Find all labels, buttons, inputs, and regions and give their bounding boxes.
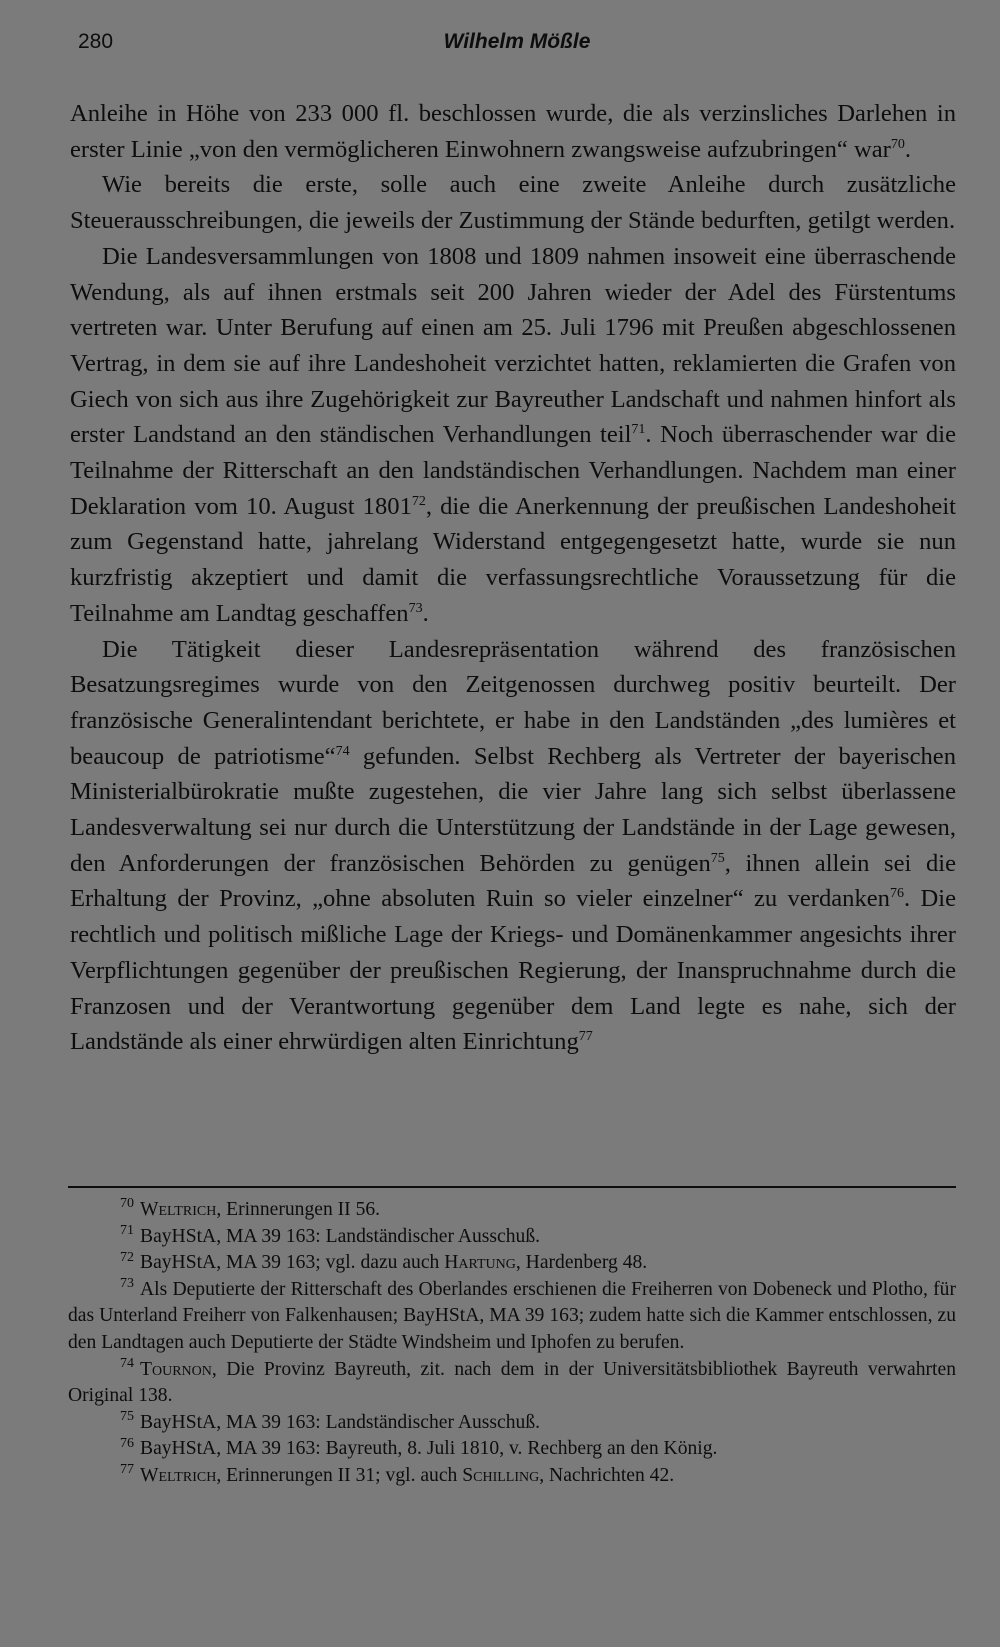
- author-name: Weltrich: [140, 1199, 217, 1220]
- paragraph-3: [70, 239, 956, 632]
- footnotes: [68, 1197, 956, 1490]
- footnote-77: [68, 1463, 956, 1490]
- paragraph-text: , ihnen allein sei die Erhaltung der Provinz, „ohne absoluten Ruin so vieler einzelner“ zu verdanken: [70, 849, 956, 913]
- footnote-text: , Hardenberg 48.: [515, 1252, 648, 1274]
- footnote-text: BayHStA, MA 39 163: Bayreuth, 8. Juli 1810, v. Rechberg an den König.: [140, 1438, 718, 1460]
- footnote-71: [68, 1224, 956, 1251]
- footnote-70: [68, 1197, 956, 1224]
- running-head: Wilhelm Mößle: [443, 30, 591, 53]
- paragraph-text: gefunden. Selbst Rechberg als Vertreter der bayerischen Ministerialbürokratie mußte zugestehen, die vier Jahre lang sich selbst überlassene Landesverwaltung sei nur durch die Unterstützung der Landstände in der Lage gewesen, den Anforderungen der französischen Behörden zu genügen: [70, 742, 956, 877]
- footnote-text: BayHStA, MA 39 163; vgl. dazu auch: [140, 1252, 445, 1274]
- page-header: [78, 30, 956, 64]
- footnote-73: [68, 1277, 956, 1357]
- footnote-ref-74[interactable]: 74: [335, 743, 350, 759]
- footnote-number: 75: [120, 1409, 134, 1425]
- paragraph-4: [70, 632, 956, 1060]
- paragraph-text: , die die Anerkennung der preußischen Landeshoheit zum Gegenstand hatte, jahrelang Widerstand entgegengesetzt hatte, wurde sie nun kurzfristig akzeptiert und damit die verfassungsrechtliche Voraussetzung für die Teilnahme am Landtag geschaffen: [70, 492, 956, 627]
- footnote-number: 76: [120, 1435, 134, 1451]
- footnote-ref-70[interactable]: 70: [890, 136, 905, 152]
- paragraph-text: Die Tätigkeit dieser Landesrepräsentation während des französischen Besatzungsregimes wurde von den Zeitgenossen durchweg positiv beurteilt. Der französische Generalintendant berichtete, er habe in den Landständen „des lumières et beaucoup de patriotisme“: [70, 635, 956, 770]
- footnote-text: , Erinnerungen II 31; vgl. auch: [216, 1464, 463, 1486]
- author-name: Schilling: [462, 1464, 540, 1486]
- main-text: [70, 96, 956, 1060]
- footnote-number: 71: [120, 1223, 134, 1239]
- footnote-ref-76[interactable]: 76: [889, 886, 904, 902]
- paragraph-text: .: [422, 599, 429, 627]
- footnote-72: [68, 1250, 956, 1277]
- footnote-text: , Die Provinz Bayreuth, zit. nach dem in der Universitätsbibliothek Bayreuth verwahrten Original 138.: [68, 1358, 956, 1407]
- author-name: Hartung: [444, 1252, 516, 1274]
- paragraph-text: .: [904, 135, 911, 163]
- author-name: Weltrich: [140, 1464, 217, 1486]
- footnote-number: 72: [120, 1249, 134, 1265]
- paragraph-text: . Noch überraschender war die Teilnahme der Ritterschaft an den landständischen Verhandlungen. Nachdem man einer Deklaration vom 10. August 1801: [70, 421, 956, 520]
- footnote-76: [68, 1436, 956, 1463]
- footnote-text: , Nachrichten 42.: [539, 1464, 675, 1486]
- footnote-ref-71[interactable]: 71: [631, 422, 646, 438]
- footnote-75: [68, 1410, 956, 1437]
- footnote-ref-73[interactable]: 73: [408, 600, 423, 616]
- footnote-ref-72[interactable]: 72: [411, 493, 426, 509]
- footnote-text: Als Deputierte der Ritterschaft des Oberlandes erschienen die Freiherren von Dobeneck und Plotho, für das Unterland Freiherr von Falkenhausen; BayHStA, MA 39 163; zudem hatte sich die Kammer entschlossen, zu den Landtagen auch Deputierte der Städte Windsheim und Iphofen zu berufen.: [68, 1278, 956, 1353]
- paragraph-2: [70, 167, 956, 238]
- footnote-number: 74: [120, 1356, 134, 1372]
- footnote-number: 70: [120, 1196, 134, 1212]
- footnote-ref-77[interactable]: 77: [578, 1029, 593, 1045]
- author-name: Tournon: [140, 1358, 212, 1380]
- footnote-text: BayHStA, MA 39 163: Landständischer Ausschuß.: [140, 1411, 541, 1433]
- paragraph-text: Wie bereits die erste, solle auch eine zweite Anleihe durch zusätzliche Steuerausschreibungen, die jeweils der Zustimmung der Stände bedurften, getilgt werden.: [70, 171, 956, 235]
- paragraph-text: Anleihe in Höhe von 233 000 fl. beschlossen wurde, die als verzinsliches Darlehen in erster Linie „von den vermöglicheren Einwohnern zwangsweise aufzubringen“ war: [70, 100, 956, 163]
- footnote-number: 73: [120, 1276, 134, 1292]
- paragraph-text: . Die rechtlich und politisch mißliche Lage der Kriegs- und Domänenkammer angesichts ihrer Verpflichtungen gegenüber der preußischen Regierung, der Inanspruchnahme durch die Franzosen und der Verantwortung gegenüber dem Land legte es nahe, sich der Landstände als einer ehrwürdigen alten Einrichtung: [70, 885, 956, 1056]
- footnote-separator: [68, 1186, 956, 1188]
- paragraph-1: [70, 96, 956, 167]
- footnote-text: , Erinnerungen II 56.: [216, 1199, 381, 1220]
- paragraph-text: Die Landesversammlungen von 1808 und 1809 nahmen insoweit eine überraschende Wendung, als auf ihnen erstmals seit 200 Jahren wieder der Adel des Fürstentums vertreten war. Unter Berufung auf einen am 25. Juli 1796 mit Preußen abgeschlossenen Vertrag, in dem sie auf ihre Landeshoheit verzichtet hatten, reklamierten die Grafen von Giech von sich aus ihre Zugehörigkeit zur Bayreuther Landschaft und nahmen hinfort als erster Landstand an den ständischen Verhandlungen teil: [70, 242, 956, 449]
- footnote-number: 77: [120, 1462, 134, 1478]
- footnote-text: BayHStA, MA 39 163: Landständischer Ausschuß.: [140, 1225, 541, 1247]
- footnote-ref-75[interactable]: 75: [710, 850, 725, 866]
- page-number: 280: [78, 30, 114, 53]
- footnote-74: [68, 1357, 956, 1410]
